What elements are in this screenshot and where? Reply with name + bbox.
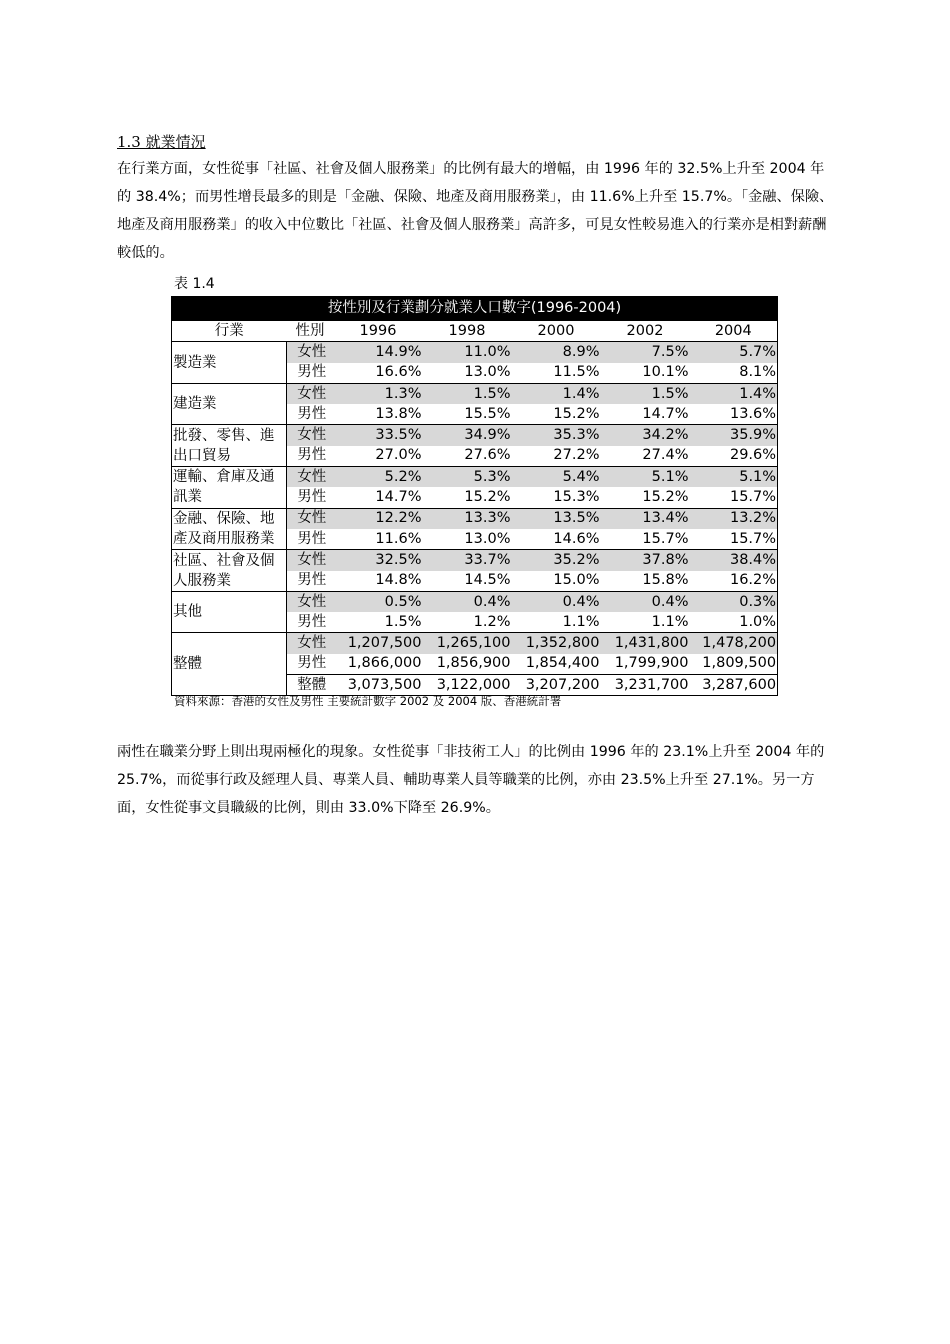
value-cell: 0.4% (423, 591, 512, 612)
value-cell: 5.7% (690, 342, 778, 363)
table-title-row (172, 297, 778, 321)
value-cell: 3,073,500 (334, 675, 423, 696)
sex-cell: 女性 (287, 467, 334, 488)
sex-cell: 女性 (287, 633, 334, 654)
value-cell: 8.1% (690, 363, 778, 384)
value-cell: 13.6% (690, 404, 778, 425)
sex-cell: 女性 (287, 591, 334, 612)
value-cell: 13.4% (601, 508, 690, 529)
sex-cell: 男性 (287, 446, 334, 467)
value-cell: 14.9% (334, 342, 423, 363)
value-cell: 35.9% (690, 425, 778, 446)
value-cell: 27.6% (423, 446, 512, 467)
value-cell: 16.6% (334, 363, 423, 384)
value-cell: 5.1% (601, 467, 690, 488)
table-source: 資料來源：香港的女性及男性 主要統計數字 2002 及 2004 版、香港統計署 (174, 694, 562, 708)
value-cell: 1.4% (690, 383, 778, 404)
value-cell: 27.0% (334, 446, 423, 467)
value-cell: 3,231,700 (601, 675, 690, 696)
sex-cell: 女性 (287, 508, 334, 529)
table-row (172, 425, 778, 446)
value-cell: 11.0% (423, 342, 512, 363)
value-cell: 15.2% (423, 487, 512, 508)
value-cell: 32.5% (334, 550, 423, 571)
sex-cell: 男性 (287, 612, 334, 633)
industry-cell: 金融、保險、地產及商用服務業 (172, 508, 287, 550)
value-cell: 0.3% (690, 591, 778, 612)
employment-table (171, 296, 778, 696)
sex-cell: 女性 (287, 383, 334, 404)
value-cell: 0.4% (601, 591, 690, 612)
table-body (172, 342, 778, 696)
sex-cell: 男性 (287, 529, 334, 550)
value-cell: 1.1% (512, 612, 601, 633)
value-cell: 15.2% (601, 487, 690, 508)
value-cell: 1.5% (423, 383, 512, 404)
value-cell: 12.2% (334, 508, 423, 529)
table-label: 表 1.4 (174, 276, 215, 292)
industry-cell: 建造業 (172, 383, 287, 425)
section-title: 1.3 就業情況 (117, 133, 206, 151)
column-header: 2000 (512, 321, 601, 342)
value-cell: 1,207,500 (334, 633, 423, 654)
paragraph-industry: 在行業方面，女性從事「社區、社會及個人服務業」的比例有最大的增幅，由 1996 年的 32.5%上升至 2004 年的 38.4%；而男性增長最多的則是「金融、保險、地產及商用服務業」，由 11.6%上升至 15.7%。「金融、保險、地產及商用服務業」的收入中位數比「社區、社會及個人服務業」高許多，可見女性較易進入的行業亦是相對薪酬較低的。 (117, 161, 834, 261)
column-header: 性別 (287, 321, 334, 342)
value-cell: 5.2% (334, 467, 423, 488)
value-cell: 14.7% (601, 404, 690, 425)
table-row (172, 383, 778, 404)
column-header: 1996 (334, 321, 423, 342)
value-cell: 34.9% (423, 425, 512, 446)
value-cell: 15.0% (512, 571, 601, 592)
value-cell: 1.5% (601, 383, 690, 404)
value-cell: 1,856,900 (423, 654, 512, 675)
sex-cell: 男性 (287, 571, 334, 592)
value-cell: 3,207,200 (512, 675, 601, 696)
industry-cell: 其他 (172, 591, 287, 633)
value-cell: 1,352,800 (512, 633, 601, 654)
value-cell: 3,122,000 (423, 675, 512, 696)
column-header: 2002 (601, 321, 690, 342)
value-cell: 15.2% (512, 404, 601, 425)
value-cell: 5.4% (512, 467, 601, 488)
value-cell: 1,431,800 (601, 633, 690, 654)
sex-cell: 女性 (287, 550, 334, 571)
value-cell: 14.7% (334, 487, 423, 508)
value-cell: 1.3% (334, 383, 423, 404)
value-cell: 0.5% (334, 591, 423, 612)
value-cell: 1,799,900 (601, 654, 690, 675)
value-cell: 1,854,400 (512, 654, 601, 675)
value-cell: 33.7% (423, 550, 512, 571)
value-cell: 1.2% (423, 612, 512, 633)
value-cell: 14.6% (512, 529, 601, 550)
value-cell: 13.5% (512, 508, 601, 529)
value-cell: 27.2% (512, 446, 601, 467)
value-cell: 37.8% (601, 550, 690, 571)
value-cell: 0.4% (512, 591, 601, 612)
value-cell: 27.4% (601, 446, 690, 467)
industry-cell: 社區、社會及個人服務業 (172, 550, 287, 592)
industry-cell: 整體 (172, 633, 287, 696)
value-cell: 13.8% (334, 404, 423, 425)
column-header: 2004 (690, 321, 778, 342)
table-row (172, 550, 778, 571)
value-cell: 1.1% (601, 612, 690, 633)
value-cell: 14.5% (423, 571, 512, 592)
industry-cell: 運輸、倉庫及通訊業 (172, 467, 287, 509)
industry-cell: 製造業 (172, 342, 287, 384)
value-cell: 33.5% (334, 425, 423, 446)
value-cell: 15.7% (601, 529, 690, 550)
value-cell: 34.2% (601, 425, 690, 446)
value-cell: 7.5% (601, 342, 690, 363)
value-cell: 8.9% (512, 342, 601, 363)
sex-cell: 整體 (287, 675, 334, 696)
sex-cell: 男性 (287, 363, 334, 384)
value-cell: 38.4% (690, 550, 778, 571)
value-cell: 35.3% (512, 425, 601, 446)
value-cell: 15.7% (690, 487, 778, 508)
value-cell: 13.2% (690, 508, 778, 529)
table-header-row (172, 321, 778, 342)
table-row (172, 467, 778, 488)
value-cell: 5.1% (690, 467, 778, 488)
value-cell: 1,478,200 (690, 633, 778, 654)
value-cell: 1.5% (334, 612, 423, 633)
value-cell: 15.8% (601, 571, 690, 592)
value-cell: 16.2% (690, 571, 778, 592)
sex-cell: 男性 (287, 487, 334, 508)
value-cell: 15.7% (690, 529, 778, 550)
value-cell: 5.3% (423, 467, 512, 488)
value-cell: 15.3% (512, 487, 601, 508)
sex-cell: 女性 (287, 425, 334, 446)
value-cell: 13.3% (423, 508, 512, 529)
value-cell: 10.1% (601, 363, 690, 384)
value-cell: 1.0% (690, 612, 778, 633)
value-cell: 15.5% (423, 404, 512, 425)
sex-cell: 男性 (287, 654, 334, 675)
paragraph-occupation: 兩性在職業分野上則出現兩極化的現象。女性從事「非技術工人」的比例由 1996 年的 23.1%上升至 2004 年的 25.7%，而從事行政及經理人員、專業人員、輔助專業人員等職業的比例，亦由 23.5%上升至 27.1%。另一方面，女性從事文員職級的比例，則由 33.0%下降至 26.9%。 (117, 744, 825, 816)
value-cell: 1,265,100 (423, 633, 512, 654)
table-title: 按性別及行業劃分就業人口數字(1996-2004) (172, 297, 778, 321)
value-cell: 13.0% (423, 529, 512, 550)
column-header: 行業 (172, 321, 287, 342)
table-row (172, 342, 778, 363)
table-row (172, 508, 778, 529)
sex-cell: 女性 (287, 342, 334, 363)
column-header: 1998 (423, 321, 512, 342)
value-cell: 1,866,000 (334, 654, 423, 675)
value-cell: 29.6% (690, 446, 778, 467)
sex-cell: 男性 (287, 404, 334, 425)
value-cell: 1,809,500 (690, 654, 778, 675)
industry-cell: 批發、零售、進出口貿易 (172, 425, 287, 467)
value-cell: 14.8% (334, 571, 423, 592)
value-cell: 35.2% (512, 550, 601, 571)
value-cell: 11.6% (334, 529, 423, 550)
value-cell: 1.4% (512, 383, 601, 404)
table-row (172, 633, 778, 654)
value-cell: 13.0% (423, 363, 512, 384)
value-cell: 11.5% (512, 363, 601, 384)
table-row (172, 591, 778, 612)
value-cell: 3,287,600 (690, 675, 778, 696)
